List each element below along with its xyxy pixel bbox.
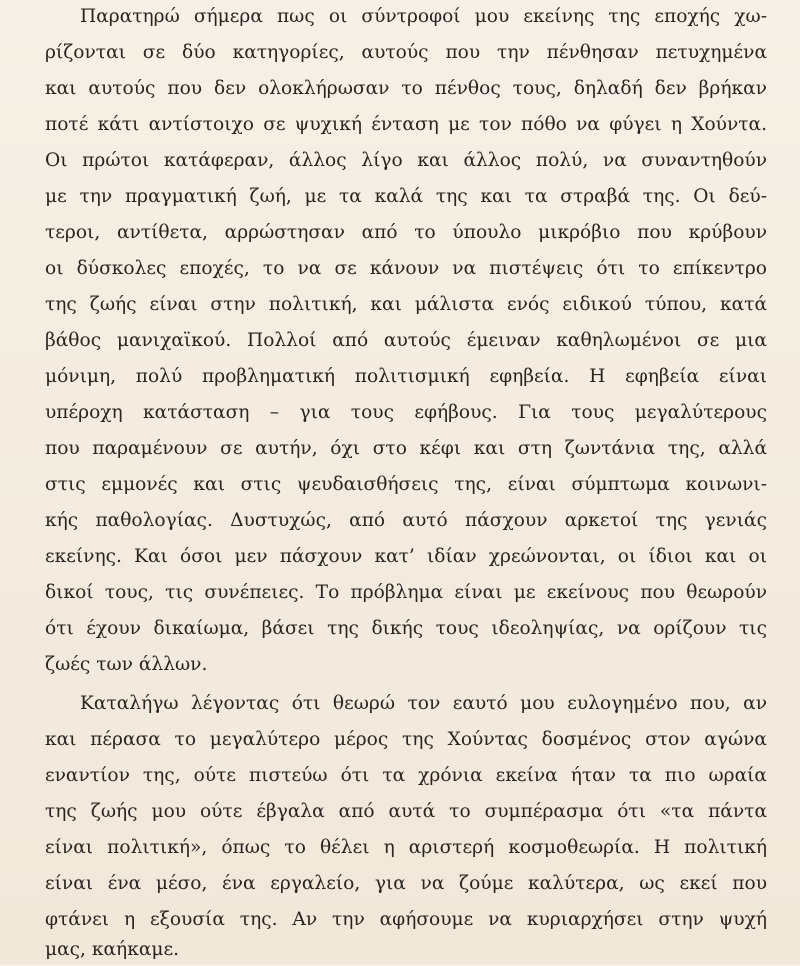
text-line: της ζωής μου ούτε έβγαλα από αυτά το συμπέρασμα ότι «τα πάντα <box>45 801 767 822</box>
text-line: μόνιμη, πολύ προβληματική πολιτισμική εφηβεία. Η εφηβεία είναι <box>45 366 767 387</box>
text-line: είναι πολιτική», όπως το θέλει η αριστερή κοσμοθεωρία. Η πολιτική <box>45 837 767 858</box>
text-line: φτάνει η εξουσία της. Αν την αφήσουμε να κυριαρχήσει στην ψυχή <box>45 909 767 930</box>
text-line: οι δύσκολες εποχές, το να σε κάνουν να πιστέψεις ότι το επίκεντρο <box>45 258 767 279</box>
text-line: εκείνης. Και όσοι μεν πάσχουν κατ’ ιδίαν χρεώνονται, οι ίδιοι και οι <box>45 546 767 567</box>
text-line: της ζωής είναι στην πολιτική, και μάλιστα ενός ειδικού τύπου, κατά <box>45 294 767 315</box>
text-line: Καταλήγω λέγοντας ότι θεωρώ τον εαυτό μου ευλογημένο που, αν <box>80 693 767 714</box>
text-line: ζωές των άλλων. <box>45 654 208 675</box>
text-line: τεροι, αντίθετα, αρρώστησαν από το ύπουλο μικρόβιο που κρύβουν <box>45 222 767 243</box>
text-line: ότι έχουν δικαίωμα, βάσει της δικής τους ιδεοληψίας, να ορίζουν τις <box>45 618 767 639</box>
text-line: και πέρασα το μεγαλύτερο μέρος της Χούντας δοσμένος στον αγώνα <box>45 729 767 750</box>
text-line: στις εμμονές και στις ψευδαισθήσεις της, είναι σύμπτωμα κοινωνι- <box>45 474 767 495</box>
text-line: κής παθολογίας. Δυστυχώς, από αυτό πάσχουν αρκετοί της γενιάς <box>45 510 767 531</box>
text-line: και αυτούς που δεν ολοκλήρωσαν το πένθος τους, δηλαδή δεν βρήκαν <box>45 78 767 99</box>
text-line: είναι ένα μέσο, ένα εργαλείο, για να ζούμε καλύτερα, ως εκεί που <box>45 873 767 894</box>
text-line: Παρατηρώ σήμερα πως οι σύντροφοί μου εκείνης της εποχής χω- <box>80 6 767 27</box>
text-line: Οι πρώτοι κατάφεραν, άλλος λίγο και άλλος πολύ, να συναντηθούν <box>45 150 767 171</box>
text-line: ποτέ κάτι αντίστοιχο σε ψυχική ένταση με τον πόθο να φύγει η Χούντα. <box>45 114 767 135</box>
text-line: ρίζονται σε δύο κατηγορίες, αυτούς που την πένθησαν πετυχημένα <box>45 42 767 63</box>
text-line: μας, καήκαμε. <box>45 939 179 960</box>
text-line: εναντίον της, ούτε πιστεύω ότι τα χρόνια εκείνα ήταν τα πιο ωραία <box>45 765 767 786</box>
text-line: που παραμένουν σε αυτήν, όχι στο κέφι και στη ζωντάνια της, αλλά <box>45 438 767 459</box>
text-line: βάθος μανιχαϊκού. Πολλοί από αυτούς έμειναν καθηλωμένοι σε μια <box>45 330 767 351</box>
text-line: υπέροχη κατάσταση – για τους εφήβους. Για τους μεγαλύτερους <box>45 402 767 423</box>
text-line: με την πραγματική ζωή, με τα καλά της και τα στραβά της. Οι δεύ- <box>45 186 767 207</box>
text-line: δικοί τους, τις συνέπειες. Το πρόβλημα είναι με εκείνους που θεωρούν <box>45 582 767 603</box>
